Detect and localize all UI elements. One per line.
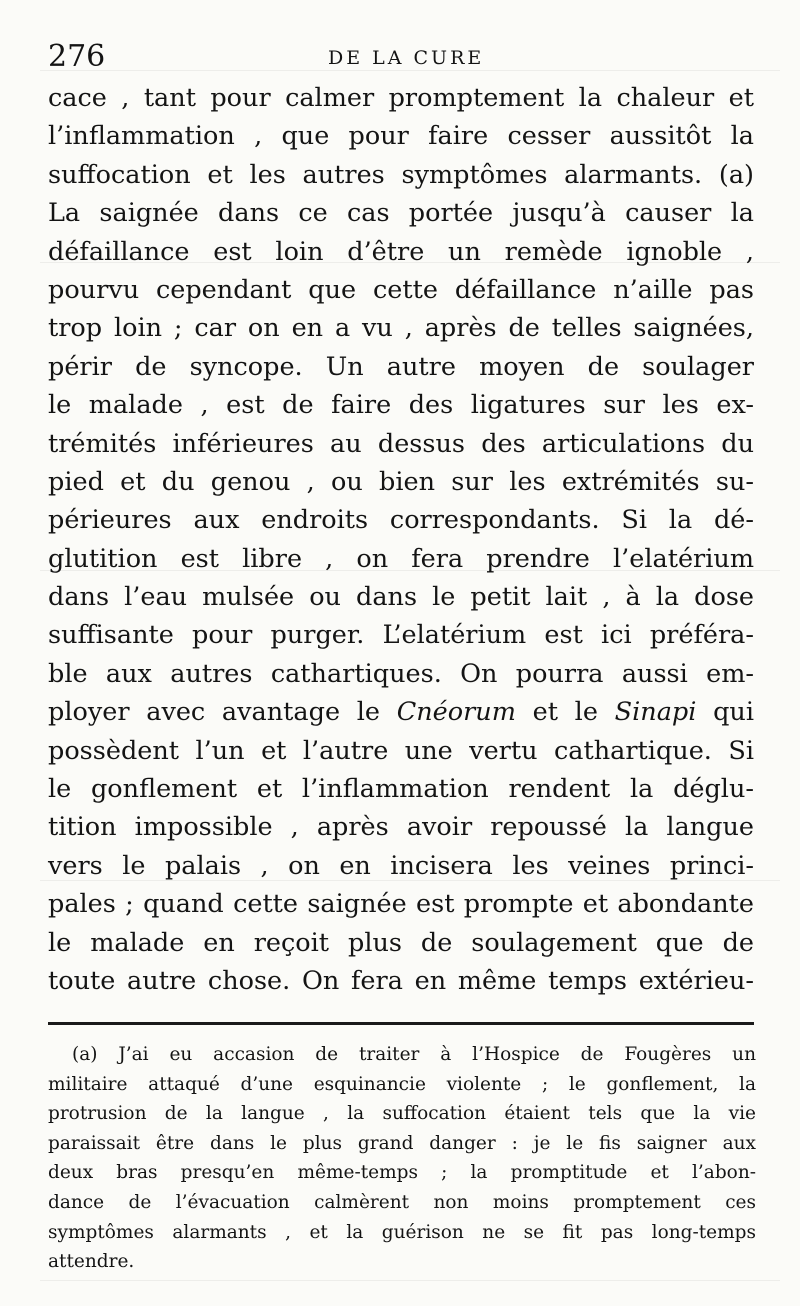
text-segment: ployer avec avantage le — [48, 697, 397, 728]
text-line: périr de syncope. Un autre moyen de soulager — [48, 351, 754, 382]
footnote-line: paraissait être dans le plus grand danger : je le fis saigner aux — [48, 1132, 756, 1154]
footnote-line: symptômes alarmants , et la guérison ne se fit pas long-temps — [48, 1221, 756, 1243]
text-line: défaillance est loin d’être un remède ignoble , — [48, 236, 754, 267]
text-line: trémités inférieures au dessus des articulations du — [48, 428, 754, 459]
footnote-line: dance de l’évacuation calmèrent non moins promptement ces — [48, 1191, 756, 1213]
footnote-line: militaire attaqué d’une esquinancie violente ; le gonflement, la — [48, 1073, 756, 1095]
text-line: La saignée dans ce cas portée jusqu’à causer la — [48, 198, 754, 229]
text-line: l’inflammation , que pour faire cesser aussitôt la — [48, 121, 754, 152]
page-header — [48, 40, 760, 80]
text-line: périeures aux endroits correspondants. Si la dé- — [48, 505, 754, 536]
text-line: cace , tant pour calmer promptement la chaleur et — [48, 83, 754, 113]
text-line: trop loin ; car on en a vu , après de telles saignées, — [48, 313, 754, 344]
text-line: vers le palais , on en incisera les veines princi- — [48, 850, 754, 881]
text-line: le gonflement et l’inflammation rendent la déglu- — [48, 774, 754, 805]
italic-term-sinapi: Sinapi — [614, 697, 697, 728]
running-head: DE LA CURE — [328, 47, 485, 69]
text-line: le malade , est de faire des ligatures sur les ex- — [48, 390, 754, 421]
text-line: tition impossible , après avoir repoussé la langue — [48, 812, 754, 843]
text-line: pourvu cependant que cette défaillance n’aille pas — [48, 274, 754, 305]
page-number: 276 — [48, 39, 106, 74]
text-line: pales ; quand cette saignée est prompte et abondante — [48, 889, 754, 920]
footnote-rule — [48, 1022, 754, 1025]
text-line: ble aux autres cathartiques. On pourra aussi em- — [48, 658, 754, 689]
text-line-with-italics — [48, 693, 754, 731]
footnote-line: attendre. — [48, 1251, 135, 1273]
text-line: suffisante pour purger. L’elatérium est ici préféra- — [48, 620, 754, 651]
text-segment: qui — [696, 697, 754, 728]
text-line: suffocation et les autres symptômes alarmants. (a) — [48, 159, 754, 190]
text-segment: et le — [515, 697, 615, 728]
footnote-line: deux bras presqu’en même-temps ; la promptitude et l’abon- — [48, 1162, 756, 1184]
footnote-line: protrusion de la langue , la suffocation étaient tels que la vie — [48, 1103, 756, 1125]
text-line: possèdent l’un et l’autre une vertu cathartique. Si — [48, 735, 754, 766]
footnote-line: (a) J’ai eu accasion de traiter à l’Hospice de Fougères un — [72, 1044, 756, 1065]
text-line: toute autre chose. On fera en même temps extérieu- — [48, 965, 754, 996]
text-line: pied et du genou , ou bien sur les extrémités su- — [48, 466, 754, 497]
italic-term-cneorum: Cnéorum — [396, 697, 516, 728]
footnote — [48, 1040, 756, 1277]
bleed-through-line — [40, 1280, 780, 1281]
text-line: glutition est libre , on fera prendre l’elatérium — [48, 543, 754, 574]
text-line: dans l’eau mulsée ou dans le petit lait , à la dose — [48, 582, 754, 613]
main-text — [48, 79, 754, 1000]
text-line: le malade en reçoit plus de soulagement que de — [48, 927, 754, 958]
